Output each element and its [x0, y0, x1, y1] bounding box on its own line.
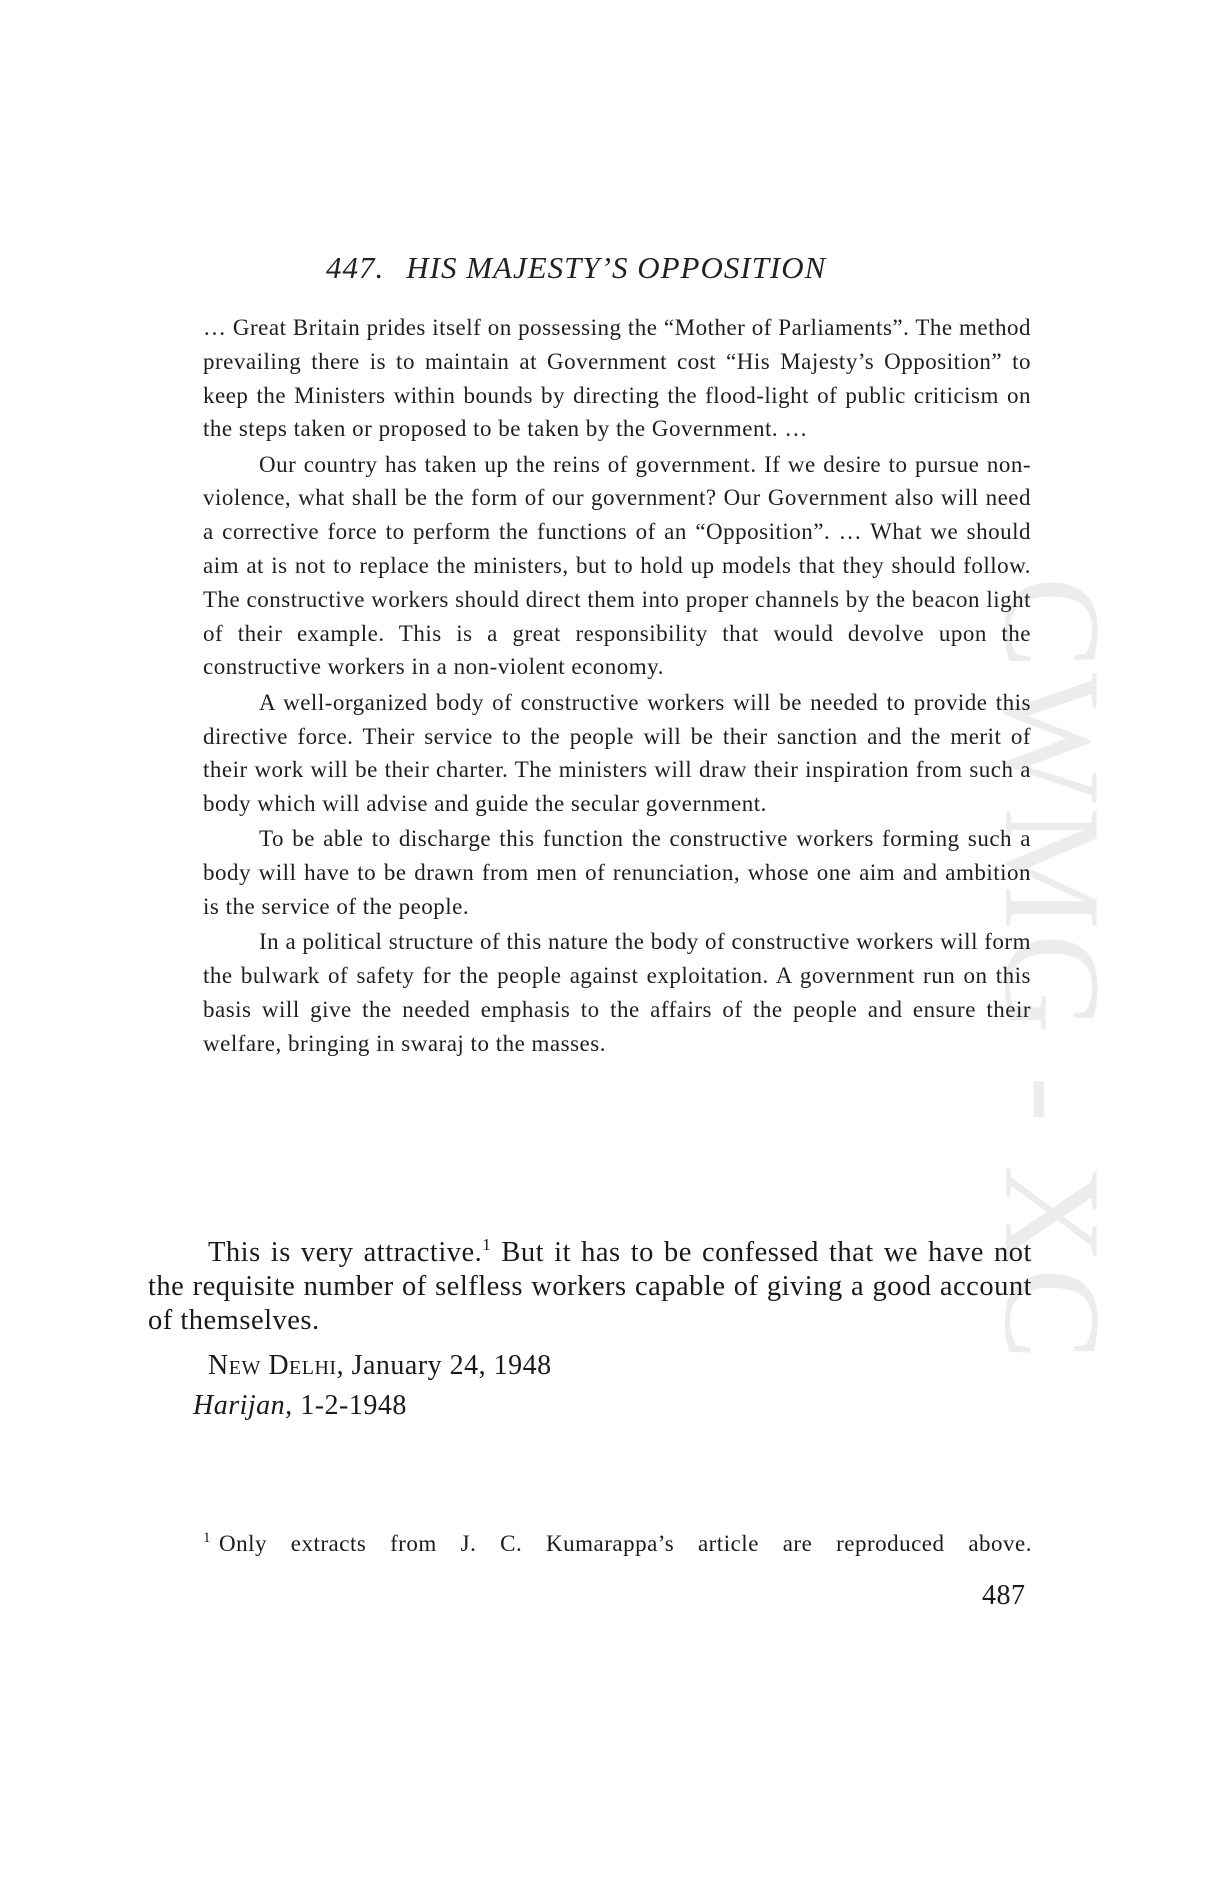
page-number: 487 — [982, 1580, 1026, 1611]
quoted-extract — [203, 311, 1031, 1062]
author-comment — [148, 1236, 1032, 1338]
comment-text-end: But it has to be confessed that we have not the requisite number of selfless workers capable of giving a good account of themselves. — [148, 1237, 1032, 1336]
extract-paragraph: Our country has taken up the reins of government. If we desire to pursue non-violence, what shall be the form of our government? Our Government also will need a corrective force to perform the functions of an “Opposition”. … What we should aim at is not to replace the ministers, but to hold up models that they should follow. The constructive workers should direct them into proper channels by the beacon light of their example. This is a great responsibility that would devolve upon the constructive workers in a non-violent economy. — [203, 451, 1031, 680]
footnote-reference: 1 — [482, 1235, 492, 1254]
footnote-marker: 1 — [203, 1530, 211, 1546]
date-text: January 24, 1948 — [344, 1350, 552, 1381]
source-journal: Harijan, — [193, 1390, 293, 1421]
watermark-text: CWMG - XC — [976, 576, 1130, 1364]
article-number: 447. — [326, 250, 385, 285]
extract-paragraph: To be able to discharge this function the constructive workers forming such a body will have to be drawn from men of renunciation, whose one aim and ambition is the service of the people. — [203, 826, 1031, 920]
source-date: 1-2-1948 — [292, 1390, 407, 1421]
extract-paragraph: A well-organized body of constructive workers will be needed to provide this directive force. Their service to the people will be their sanction and the merit of their work will be their charter. The ministers will draw their inspiration from such a body which will advise and guide the secular government. — [203, 689, 1031, 817]
footnote-text: Only extracts from J. C. Kumarappa’s article are reproduced above. — [219, 1531, 1032, 1556]
footnote — [203, 1531, 1032, 1557]
extract-paragraph: In a political structure of this nature the body of constructive workers will form the bulwark of safety for the people against exploitation. A government run on this basis will give the needed emphasis to the affairs of the people and ensure their welfare, bringing in swaraj to the masses. — [203, 929, 1031, 1056]
comment-text-start: This is very attractive. — [208, 1237, 483, 1268]
place-date-line — [208, 1350, 552, 1382]
extract-paragraph: … Great Britain prides itself on possessing the “Mother of Parliaments”. The method prevailing there is to maintain at Government cost “His Majesty’s Opposition” to keep the Ministers within bounds by directing the flood-light of public criticism on the steps taken or proposed to be taken by the Government. … — [203, 315, 1031, 442]
article-title-text: HIS MAJESTY’S OPPOSITION — [406, 250, 827, 285]
source-line — [193, 1390, 407, 1422]
place-name: New Delhi, — [208, 1350, 345, 1381]
article-title — [326, 250, 826, 286]
